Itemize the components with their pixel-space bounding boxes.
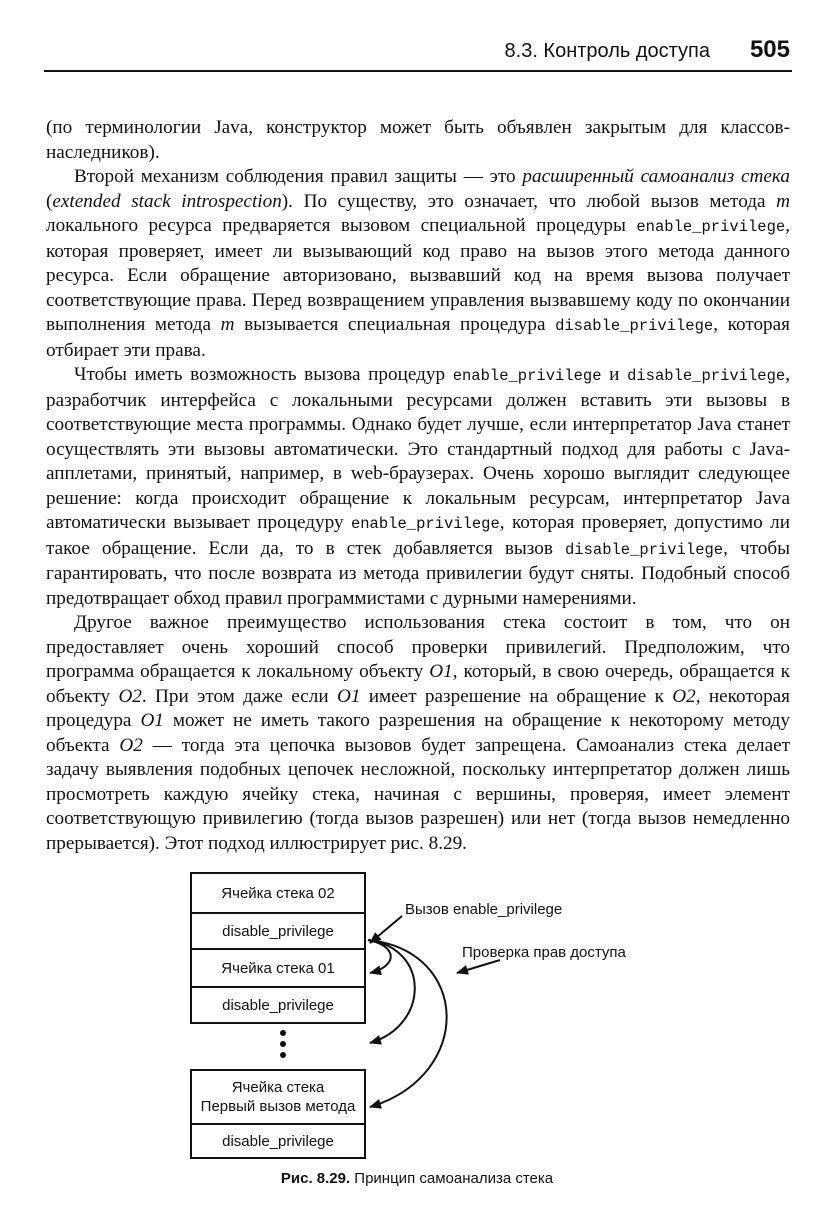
- text-run: Чтобы иметь возможность вызова процедур: [74, 364, 453, 385]
- text-run: имеет разрешение на обращение к: [360, 685, 673, 707]
- code-term: disable_privilege: [555, 317, 714, 335]
- text-run: — тогда эта цепочка вызовов будет запрещена. Самоанализ стека делает задачу выявления подобных цепочек несложной, поскольку интерпретатор должен лишь просмотреть каждую ячейку стека, начиная с вершины, проверяя, имеет элемент соответствующую привилегию (тогда вызов разрешен) или нет (тогда вызов немедленно прерывается). Этот подход иллюстрирует рис. 8.29.: [46, 734, 790, 854]
- italic-term: extended stack introspection: [52, 190, 282, 212]
- stack-cell-disable-1: disable_privilege: [190, 912, 366, 950]
- text-run: , которая отбирает эти права.: [46, 314, 790, 361]
- ellipsis-dot: [280, 1052, 286, 1058]
- first-call-line-1: Ячейка стека: [231, 1079, 325, 1096]
- italic-object: O2: [119, 734, 143, 756]
- paragraph-4: [46, 611, 790, 856]
- body-text: [46, 116, 790, 856]
- page-header: [44, 34, 792, 72]
- stack-cell-disable-2: disable_privilege: [190, 986, 366, 1024]
- code-term: enable_privilege: [350, 515, 500, 533]
- text-run: (: [46, 190, 53, 212]
- ellipsis-dot: [280, 1030, 286, 1036]
- page-number: 505: [749, 36, 790, 63]
- italic-var: m: [776, 190, 790, 212]
- text-run: , разработчик интерфейса с локальными ресурсами должен вставить эти вызовы в соответствующие места программы. Однако будет лучше, если интерпретатор Java станет осуществлять эти вызовы автоматически. Это стандартный подход для работы с Java-апплетами, принятый, например, в web-браузерах. Очень хорошо выглядит следующее решение: когда происходит обращение к локальным ресурсам, интерпретатор Java автоматически вызывает процедуру: [46, 364, 790, 533]
- figure-stack-introspection: [0, 860, 834, 1200]
- enable-call-arrow: [370, 916, 402, 943]
- caption-label: Рис. 8.29.: [280, 1170, 351, 1187]
- ellipsis-dot: [280, 1041, 286, 1047]
- code-term: enable_privilege: [452, 367, 602, 385]
- caption-text: Принцип самоанализа стека: [350, 1170, 554, 1187]
- text-run: может не иметь такого разрешения на обращение к некоторому методу объекта: [46, 710, 790, 756]
- italic-object: O1: [336, 685, 361, 707]
- text-run: (по терминологии Java, конструктор может быть объявлен закрытым для классов-наследников).: [46, 117, 790, 163]
- text-run: вызывается специальная процедура: [234, 314, 556, 335]
- paragraph-2: [46, 165, 790, 363]
- stack-cell-01: Ячейка стека 01: [190, 948, 366, 988]
- check-callout-arrow: [457, 960, 500, 973]
- text-run: , который, в свою очередь, обращается к объекту: [46, 661, 790, 707]
- text-run: , чтобы гарантировать, что после возврата из метода привилегии будут сняты. Подобный способ предотвращает обход правил программистами с дурными намерениями.: [46, 537, 791, 609]
- figure-caption: [0, 1170, 834, 1187]
- italic-var: m: [220, 314, 235, 335]
- text-run: Второй механизм соблюдения правил защиты — это: [74, 166, 523, 187]
- stack-cell-02: Ячейка стека 02: [190, 872, 366, 914]
- italic-object: O1: [429, 661, 453, 682]
- callout-access-check: Проверка прав доступа: [462, 944, 626, 961]
- italic-object: O1: [140, 710, 164, 731]
- text-run: и: [601, 364, 628, 385]
- stack-cell-first-call: [190, 1069, 366, 1125]
- italic-object: O2: [672, 685, 696, 707]
- callout-enable-call: Вызов enable_privilege: [405, 901, 563, 918]
- text-run: локального ресурса предваряется вызовом специальной процедуры: [46, 215, 637, 236]
- code-term: disable_privilege: [627, 367, 786, 385]
- section-title: 8.3. Контроль доступа: [504, 40, 710, 62]
- paragraph-1: [46, 116, 790, 165]
- code-term: enable_privilege: [636, 218, 786, 236]
- text-run: , которая проверяет, имеет ли вызывающий код право на вызов этого метода данного ресурса. Если обращение авторизовано, вызвавший код на время вызова получает соответствующие права. Перед возвращением управления вызвавшему коду по окончании выполнения метода: [46, 215, 790, 335]
- check-arrow-3: [368, 940, 447, 1107]
- italic-term: расширенный самоанализ стека: [522, 166, 790, 187]
- text-run: , некоторая процедура: [46, 685, 791, 731]
- code-term: disable_privilege: [564, 540, 724, 559]
- stack-cell-disable-3: disable_privilege: [190, 1123, 366, 1159]
- text-run: , которая проверяет, допустимо ли такое обращение. Если да, то в стек добавляется вызов: [46, 512, 790, 559]
- text-run: . При этом даже если: [141, 685, 337, 707]
- paragraph-3: [46, 363, 790, 611]
- text-run: ). По существу, это означает, что любой вызов метода: [281, 190, 777, 212]
- text-run: Другое важное преимущество использования стека состоит в том, что он предоставляет очень хороший способ проверки привилегий. Предположим, что программа обращается к локальному объекту: [46, 612, 790, 682]
- first-call-line-2: Первый вызов метода: [200, 1098, 356, 1115]
- italic-object: O2: [118, 685, 142, 707]
